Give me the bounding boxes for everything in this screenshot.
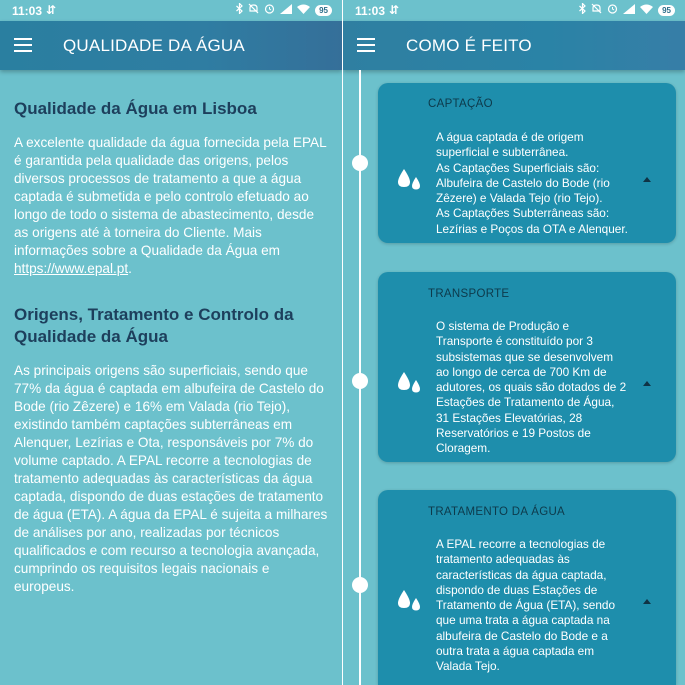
card-captacao[interactable] (378, 83, 676, 243)
page-title: COMO É FEITO (406, 36, 532, 55)
card-line: Tratamento de Água (ETA), sendo (436, 598, 616, 613)
wifi-icon (297, 4, 310, 17)
app-bar (343, 21, 685, 70)
article (14, 96, 329, 596)
card-line: subsistemas que se desenvolvem (436, 349, 614, 364)
card-line: A água captada é de origem (436, 130, 584, 144)
paragraph-text: A excelente qualidade da água fornecida pela EPAL é garantida pela qualidade das origens, pelos diversos processos de tratamento a que a água captada é submetida e pelo controlo efetuado ao longo de todo o sistema de abastecimento, desde as origens até à torneira do Cliente. Mais informações sobre a Qualidade da Água em (14, 135, 327, 258)
card-line: As Captações Superficiais são: (436, 160, 600, 175)
card-line: adutores, os quais são dotados de 2 (436, 380, 627, 395)
timeline-dot (352, 577, 368, 593)
sync-icon: ⇵ (389, 3, 400, 17)
bluetooth-icon (236, 3, 243, 17)
left-screen (0, 0, 342, 685)
card-title: CAPTAÇÃO (428, 98, 493, 110)
status-icons (236, 3, 332, 17)
card-line: dispondo de duas Estações de (436, 582, 598, 597)
water-drops-icon (394, 165, 424, 193)
page-title: QUALIDADE DA ÁGUA (63, 36, 245, 55)
card-body (436, 537, 646, 675)
card-line: outra trata a água captada em (436, 644, 595, 659)
card-line: que uma trata a água captada na (436, 613, 610, 628)
card-line: Albufeira de Castelo do Bode (rio (436, 175, 610, 190)
timeline-dot (352, 155, 368, 171)
status-bar (343, 0, 685, 21)
signal-icon (280, 4, 292, 17)
mute-icon (591, 3, 602, 17)
battery-indicator: 95 (658, 5, 675, 16)
section-paragraph (14, 134, 329, 278)
card-tratamento[interactable] (378, 490, 676, 685)
card-line: Reservatórios e 19 Postos de (436, 426, 591, 441)
signal-icon (623, 4, 635, 17)
card-line: Cloragem. (436, 441, 491, 456)
mute-icon (248, 3, 259, 17)
collapse-arrow-icon[interactable] (643, 177, 651, 182)
card-line: As Captações Subterrâneas são: (436, 206, 610, 221)
collapse-arrow-icon[interactable] (643, 381, 651, 386)
status-icons (579, 3, 675, 17)
alarm-icon (264, 3, 275, 17)
card-line: Estações de Tratamento de Água, (436, 395, 615, 410)
card-line: ao longo de cerca de 700 Km de (436, 364, 607, 379)
water-drops-icon (394, 586, 424, 614)
battery-indicator: 95 (315, 5, 332, 16)
bluetooth-icon (579, 3, 586, 17)
app-bar (0, 21, 342, 70)
card-line: Valada Tejo. (436, 659, 500, 674)
menu-icon[interactable] (14, 38, 32, 52)
water-drops-icon (394, 368, 424, 396)
card-body (436, 130, 646, 237)
card-line: A EPAL recorre a tecnologias de (436, 537, 606, 551)
card-line: Lezírias e Poços da OTA e Alenquer. (436, 221, 628, 236)
card-line: O sistema de Produção e (436, 319, 570, 333)
epal-link[interactable]: https://www.epal.pt (14, 261, 129, 276)
section-heading: Qualidade da Água em Lisboa (14, 99, 257, 118)
card-line: tratamento adequadas às (436, 552, 570, 567)
section-paragraph: As principais origens são superficiais, sendo que 77% da água é captada em albufeira de Castelo do Bode (rio Zêzere) e 16% em Valada (rio Tejo), existindo também captações subterrâneas em Alenquer, Lezírias e Ota, responsáveis por 7% do volume captado. A EPAL recorre a tecnologias de tratamento adequadas às características da água captada, dispondo de duas estações de tratamento de água (ETA). A água da EPAL é sujeita a milhares de análises por ano, realizadas por técnicos qualificados e com recurso a tecnologia avançada, cumprindo os requisitos legais nacionais e europeus. (14, 363, 328, 594)
card-line: Transporte é constituído por 3 (436, 334, 593, 349)
card-line: albufeira de Castelo do Bode e a (436, 628, 608, 643)
card-line: 31 Estações Elevatórias, 28 (436, 410, 583, 425)
timeline-dot (352, 373, 368, 389)
card-body (436, 319, 646, 457)
sync-icon: ⇵ (46, 3, 57, 17)
card-title: TRATAMENTO DA ÁGUA (428, 506, 566, 518)
card-title: TRANSPORTE (428, 288, 510, 300)
status-time: 11:03 (355, 4, 386, 18)
status-bar (0, 0, 342, 21)
menu-icon[interactable] (357, 38, 375, 52)
card-transporte[interactable] (378, 272, 676, 462)
collapse-arrow-icon[interactable] (643, 599, 651, 604)
wifi-icon (640, 4, 653, 17)
status-time: 11:03 (12, 4, 43, 18)
section-heading: Origens, Tratamento e Controlo da Qualidade da Água (14, 305, 294, 346)
paragraph-text-end: . (128, 261, 132, 276)
card-line: características da água captada, (436, 567, 607, 582)
card-line: Zêzere) e Valada Tejo (rio Tejo). (436, 191, 603, 206)
card-line: superficial e subterrânea. (436, 145, 569, 160)
alarm-icon (607, 3, 618, 17)
